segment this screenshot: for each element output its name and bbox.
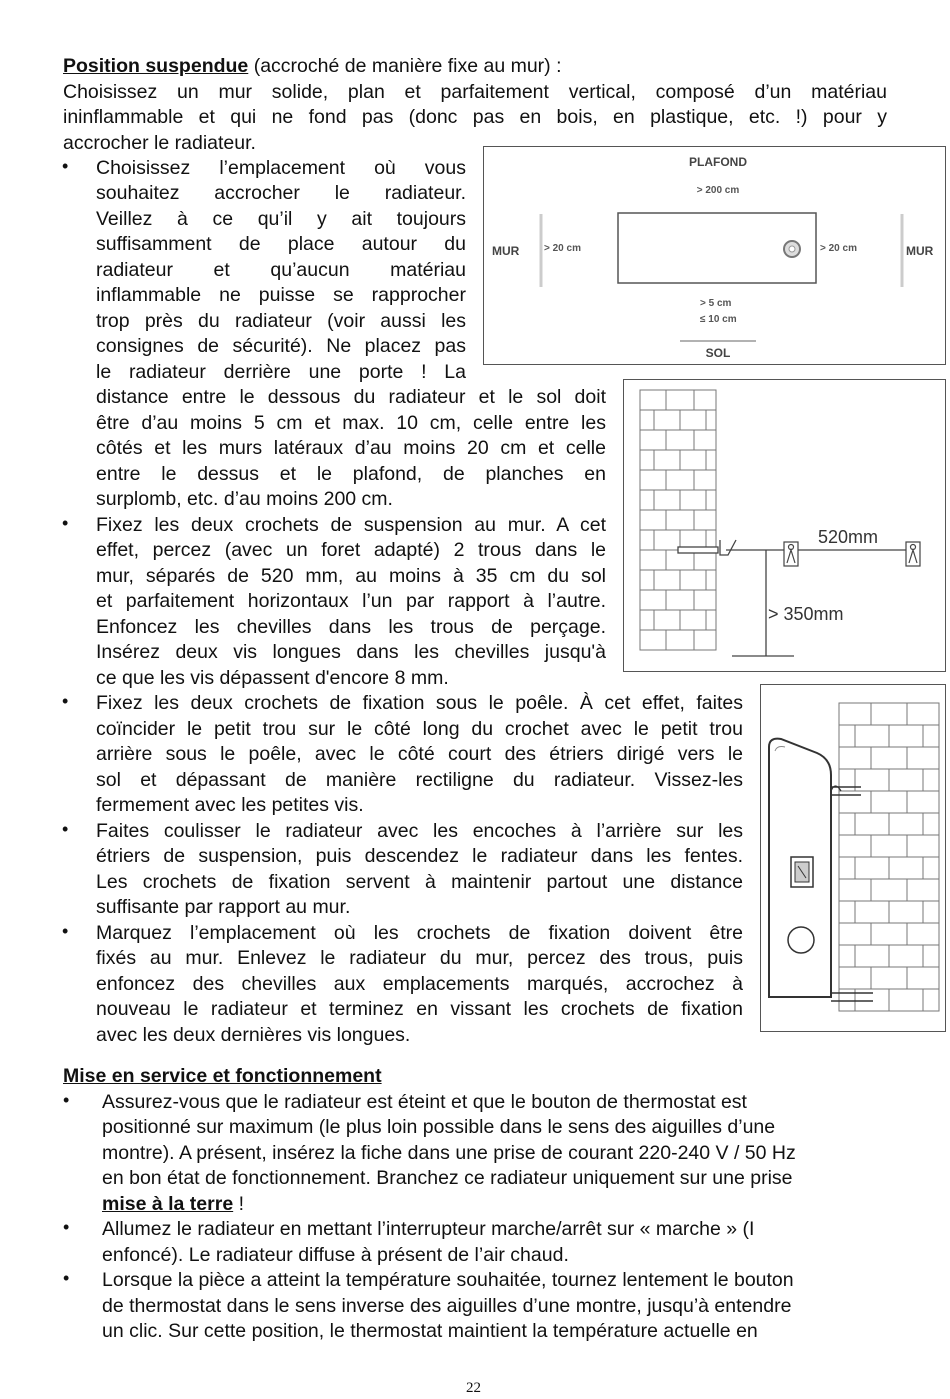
bullet-line: de thermostat dans le sens inverse des aiguilles d’une montre, jusqu’à entendre bbox=[102, 1295, 792, 1317]
bullet-line: arrière sous le poêle, avec le côté court des étriers dirigé vers le bbox=[96, 743, 743, 765]
bottom-min-label: > 5 cm bbox=[700, 298, 732, 309]
intro-line: accrocher le radiateur. bbox=[63, 132, 256, 154]
bullet-line: le radiateur derrière une porte ! La bbox=[96, 361, 466, 383]
bullet-line: suffisamment de place autour du bbox=[96, 233, 466, 255]
brick-wall bbox=[640, 390, 716, 650]
bullet-line: montre). A présent, insérez la fiche dans une prise de courant 220-240 V / 50 Hz bbox=[102, 1142, 796, 1164]
bullet-line: suffisante par rapport au mur. bbox=[96, 896, 351, 918]
bullet-line: coïncider le petit trou sur le côté long du crochet avec le petit trou bbox=[96, 718, 743, 740]
wall-left-label: MUR bbox=[492, 244, 520, 258]
bullet-line: Les crochets de fixation servent à maintenir partout une distance bbox=[96, 871, 743, 893]
bullet-marker: • bbox=[62, 691, 69, 711]
bullet-line: Fixez les deux crochets de fixation sous le poêle. À cet effet, faites bbox=[96, 692, 743, 714]
wall-plug-icon bbox=[678, 547, 718, 553]
ceiling-label: PLAFOND bbox=[689, 155, 747, 169]
brick-wall bbox=[839, 703, 939, 1011]
bullet-line bbox=[102, 1192, 244, 1218]
bullet-marker: • bbox=[62, 819, 69, 839]
bullet-marker: • bbox=[63, 1268, 70, 1288]
top-gap-label: > 200 cm bbox=[696, 185, 740, 196]
bullet-line: en bon état de fonctionnement. Branchez ce radiateur uniquement sur une prise bbox=[102, 1167, 793, 1189]
side-gap-right-label: > 20 cm bbox=[820, 243, 857, 254]
section-heading bbox=[63, 54, 562, 80]
bullet-line: positionné sur maximum (le plus loin possible dans le sens des aiguilles d’une bbox=[102, 1116, 776, 1138]
bullet-line: fixés au mur. Enlevez le radiateur du mur, percez des trous, puis bbox=[96, 947, 743, 969]
intro-line: ininflammable et qui ne fond pas (donc pas en bois, en plastique, etc. !) pour y bbox=[63, 106, 887, 128]
thermostat-knob-icon bbox=[788, 927, 814, 953]
bullet-line: sol et dépassant de manière rectiligne du radiateur. Vissez-les bbox=[96, 769, 743, 791]
bullet-line: souhaitez accrocher le radiateur. bbox=[96, 182, 466, 204]
section-title: Mise en service et fonctionnement bbox=[63, 1065, 382, 1087]
bullet-line: étriers de suspension, puis descendez le radiateur dans les fentes. bbox=[96, 845, 743, 867]
bullet-marker: • bbox=[62, 513, 69, 533]
bullet-line: consignes de sécurité). Ne placez pas bbox=[96, 335, 466, 357]
side-gap-left-label: > 20 cm bbox=[544, 243, 581, 254]
power-switch-icon bbox=[791, 857, 813, 887]
outlet-icon bbox=[906, 542, 920, 566]
bullet-line: radiateur et qu’aucun matériau bbox=[96, 259, 466, 281]
outlet-icon bbox=[784, 542, 798, 566]
bullet-line: ce que les vis dépassent d'encore 8 mm. bbox=[96, 667, 449, 689]
section-title-suffix: (accroché de manière fixe au mur) : bbox=[248, 55, 562, 77]
bullet-line: Fixez les deux crochets de suspension au mur. A cet bbox=[96, 514, 606, 536]
clearance-diagram bbox=[483, 146, 946, 365]
emphasis-grounded: mise à la terre bbox=[102, 1193, 234, 1215]
bottom-max-label: ≤ 10 cm bbox=[700, 314, 737, 325]
bullet-line: fermement avec les petites vis. bbox=[96, 794, 364, 816]
bullet-marker: • bbox=[63, 1090, 70, 1110]
bullet-line: enfoncé). Le radiateur diffuse à présent de l’air chaud. bbox=[102, 1244, 569, 1266]
bullet-line: inflammable ne puisse se rapprocher bbox=[96, 284, 466, 306]
bullet-line: surplomb, etc. d’au moins 200 cm. bbox=[96, 488, 393, 510]
bullet-line: avec les deux dernières vis longues. bbox=[96, 1024, 411, 1046]
page-number: 22 bbox=[466, 1380, 481, 1396]
spacing-label: 520mm bbox=[818, 527, 879, 547]
section-title: Position suspendue bbox=[63, 55, 249, 77]
bullet-marker: • bbox=[62, 156, 69, 176]
mounted-radiator-diagram bbox=[760, 684, 946, 1032]
bullet-line: un clic. Sur cette position, le thermostat maintient la température actuelle en bbox=[102, 1320, 758, 1342]
bullet-line: être d’au moins 5 cm et max. 10 cm, celle entre les bbox=[96, 412, 606, 434]
bullet-line: Faites coulisser le radiateur avec les encoches à l’arrière sur les bbox=[96, 820, 743, 842]
bullet-line: trop près du radiateur (voir aussi les bbox=[96, 310, 466, 332]
bullet-line: côtés et les murs latéraux d’au moins 20 cm et celle bbox=[96, 437, 606, 459]
bullet-line: entre le dessus et le plafond, de planches en bbox=[96, 463, 606, 485]
bullet-line: distance entre le dessous du radiateur et le sol doit bbox=[96, 386, 606, 408]
floor-label: SOL bbox=[705, 346, 731, 360]
bullet-marker: • bbox=[62, 921, 69, 941]
bullet-line: Allumez le radiateur en mettant l’interrupteur marche/arrêt sur « marche » (I bbox=[102, 1218, 755, 1240]
bullet-line: effet, percez (avec un foret adapté) 2 trous dans le bbox=[96, 539, 606, 561]
drilling-diagram bbox=[623, 379, 946, 672]
bullet-line: enfoncez des chevilles aux emplacements marqués, accrochez à bbox=[96, 973, 743, 995]
bullet-marker: • bbox=[63, 1217, 70, 1237]
wall-right-label: MUR bbox=[906, 244, 934, 258]
bullet-line: nouveau le radiateur et terminez en vissant les crochets de fixation bbox=[96, 998, 743, 1020]
bullet-line: mur, séparés de 520 mm, au moins à 35 cm du sol bbox=[96, 565, 606, 587]
bullet-line-end: ! bbox=[233, 1193, 245, 1215]
height-label: > 350mm bbox=[768, 604, 844, 624]
bullet-line: Insérez deux vis longues dans les chevilles jusqu'à bbox=[96, 641, 606, 663]
bullet-line: Enfoncez les chevilles dans les trous de perçage. bbox=[96, 616, 606, 638]
bullet-line: Assurez-vous que le radiateur est éteint et que le bouton de thermostat est bbox=[102, 1091, 747, 1113]
intro-line: Choisissez un mur solide, plan et parfaitement vertical, composé d’un matériau bbox=[63, 81, 887, 103]
bullet-line: Choisissez l’emplacement où vous bbox=[96, 157, 466, 179]
bullet-line: Lorsque la pièce a atteint la température souhaitée, tournez lentement le bouton bbox=[102, 1269, 794, 1291]
bullet-line: et parfaitement horizontaux l’un par rapport à l’autre. bbox=[96, 590, 606, 612]
bullet-line: Marquez l’emplacement où les crochets de fixation doivent être bbox=[96, 922, 743, 944]
bullet-line: Veillez à ce qu’il y ait toujours bbox=[96, 208, 466, 230]
